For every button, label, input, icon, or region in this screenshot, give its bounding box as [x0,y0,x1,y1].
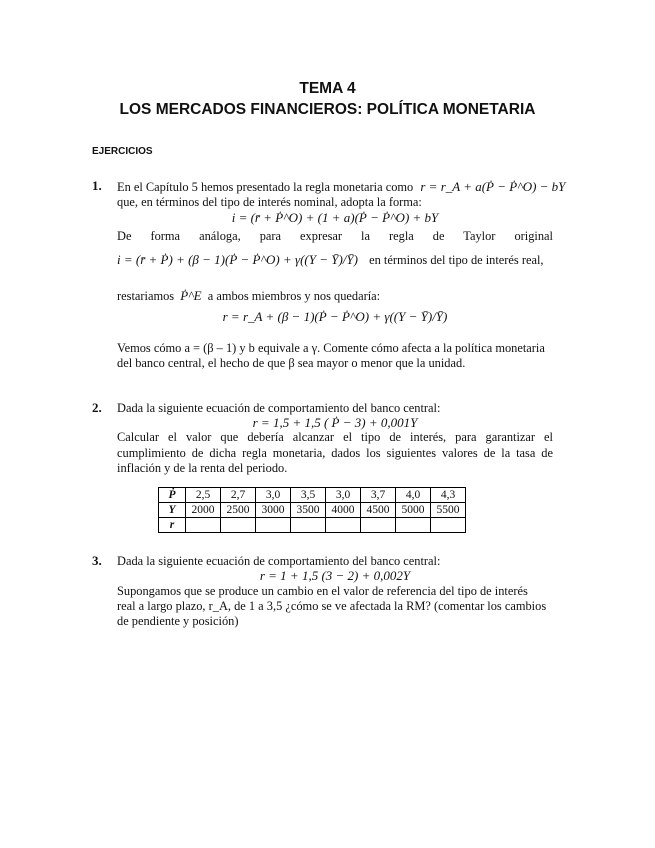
section-heading: EJERCICIOS [92,146,153,157]
table-cell: 5000 [396,503,431,518]
table-cell: 3,0 [326,488,361,503]
table-cell-empty [431,518,466,533]
exercise-1-line7: del banco central, el hecho de que β sea mayor o menor que la unidad. [117,356,466,370]
exercise-1-line5 [117,288,553,304]
exercise-2-number: 2. [92,400,102,415]
exercise-1-taylor-equation: i = (r̄ + Ṗ) + (β − 1)(Ṗ − Ṗ^O) + γ((Y − Ȳ)/Ȳ) [117,252,358,267]
table-cell: 3,5 [291,488,326,503]
table-cell: 3500 [291,503,326,518]
table-cell: 2000 [186,503,221,518]
table-cell: 2,5 [186,488,221,503]
exercise-3-equation: r = 1 + 1,5 (3 − 2) + 0,002Y [259,568,411,583]
table-cell: 5500 [431,503,466,518]
values-table [158,487,466,533]
exercise-1-real-equation: r = r_A + (β − 1)(Ṗ − Ṗ^O) + γ((Y − Ȳ)/Ȳ) [222,309,448,324]
exercise-1-expected-inflation-symbol: Ṗ^E [180,288,202,303]
table-row-inflation [159,488,466,503]
exercise-1-line2: que, en términos del tipo de interés nominal, adopta la forma: [117,195,422,209]
table-cell-empty [361,518,396,533]
exercise-3-line4: de pendiente y posición) [117,614,239,628]
table-row-rate [159,518,466,533]
table-cell: 4000 [326,503,361,518]
table-cell-empty [186,518,221,533]
page-title-line1: TEMA 4 [299,80,356,97]
table-cell-empty [256,518,291,533]
exercise-1-number: 1. [92,178,102,193]
table-cell: 4,3 [431,488,466,503]
table-cell: 2500 [221,503,256,518]
table-cell: 4,0 [396,488,431,503]
exercise-1-line3: De forma análoga, para expresar la regla de Taylor original [117,229,553,243]
table-cell: 3000 [256,503,291,518]
exercise-1-line4 [117,252,553,268]
exercise-1-line5a: restariamos [117,289,175,303]
table-cell-empty [221,518,256,533]
table-cell: 2,7 [221,488,256,503]
table-row-income [159,503,466,518]
table-cell-empty [326,518,361,533]
table-cell: 3,0 [256,488,291,503]
page-title-line2: LOS MERCADOS FINANCIEROS: POLÍTICA MONETARIA [119,101,536,118]
row-label-y: Y [159,503,186,518]
exercise-2-line3: cumplimiento de dicha regla monetaria, dados los siguientes valores de la tasa de [117,446,553,460]
table-cell-empty [291,518,326,533]
exercise-1-line5b: a ambos miembros y nos quedaría: [207,289,381,303]
exercise-1-line1 [117,179,566,195]
exercise-1-line6: Vemos cómo a = (β – 1) y b equivale a γ. Comente cómo afecta a la política monetaria [117,341,545,355]
exercise-2-line4: inflación y de la renta del periodo. [117,461,288,475]
exercise-3-number: 3. [92,553,102,568]
exercise-2-line1: Dada la siguiente ecuación de comportamiento del banco central: [117,401,441,415]
exercise-1-nominal-equation: i = (r̄ + Ṗ^O) + (1 + a)(Ṗ − Ṗ^O) + bY [231,210,439,225]
exercise-1-line4-text: en términos del tipo de interés real, [369,253,544,267]
exercise-1-rule-equation: r = r_A + a(Ṗ − Ṗ^O) − bY [420,179,566,194]
row-label-p: Ṗ [159,488,186,503]
table-cell-empty [396,518,431,533]
exercise-1-line1-text: En el Capítulo 5 hemos presentado la regla monetaria como [117,180,414,194]
exercise-2-equation: r = 1,5 + 1,5 ( Ṗ − 3) + 0,001Y [252,415,418,430]
table-cell: 3,7 [361,488,396,503]
exercise-3-line3: real a largo plazo, r_A, de 1 a 3,5 ¿cómo se ve afectada la RM? (comentar los cambios [117,599,547,613]
table-cell: 4500 [361,503,396,518]
exercise-3-line1: Dada la siguiente ecuación de comportamiento del banco central: [117,554,441,568]
exercise-2-line2: Calcular el valor que debería alcanzar el tipo de interés, para garantizar el [117,430,553,444]
exercise-3-line2: Supongamos que se produce un cambio en el valor de referencia del tipo de interés [117,584,528,598]
row-label-r: r [159,518,186,533]
